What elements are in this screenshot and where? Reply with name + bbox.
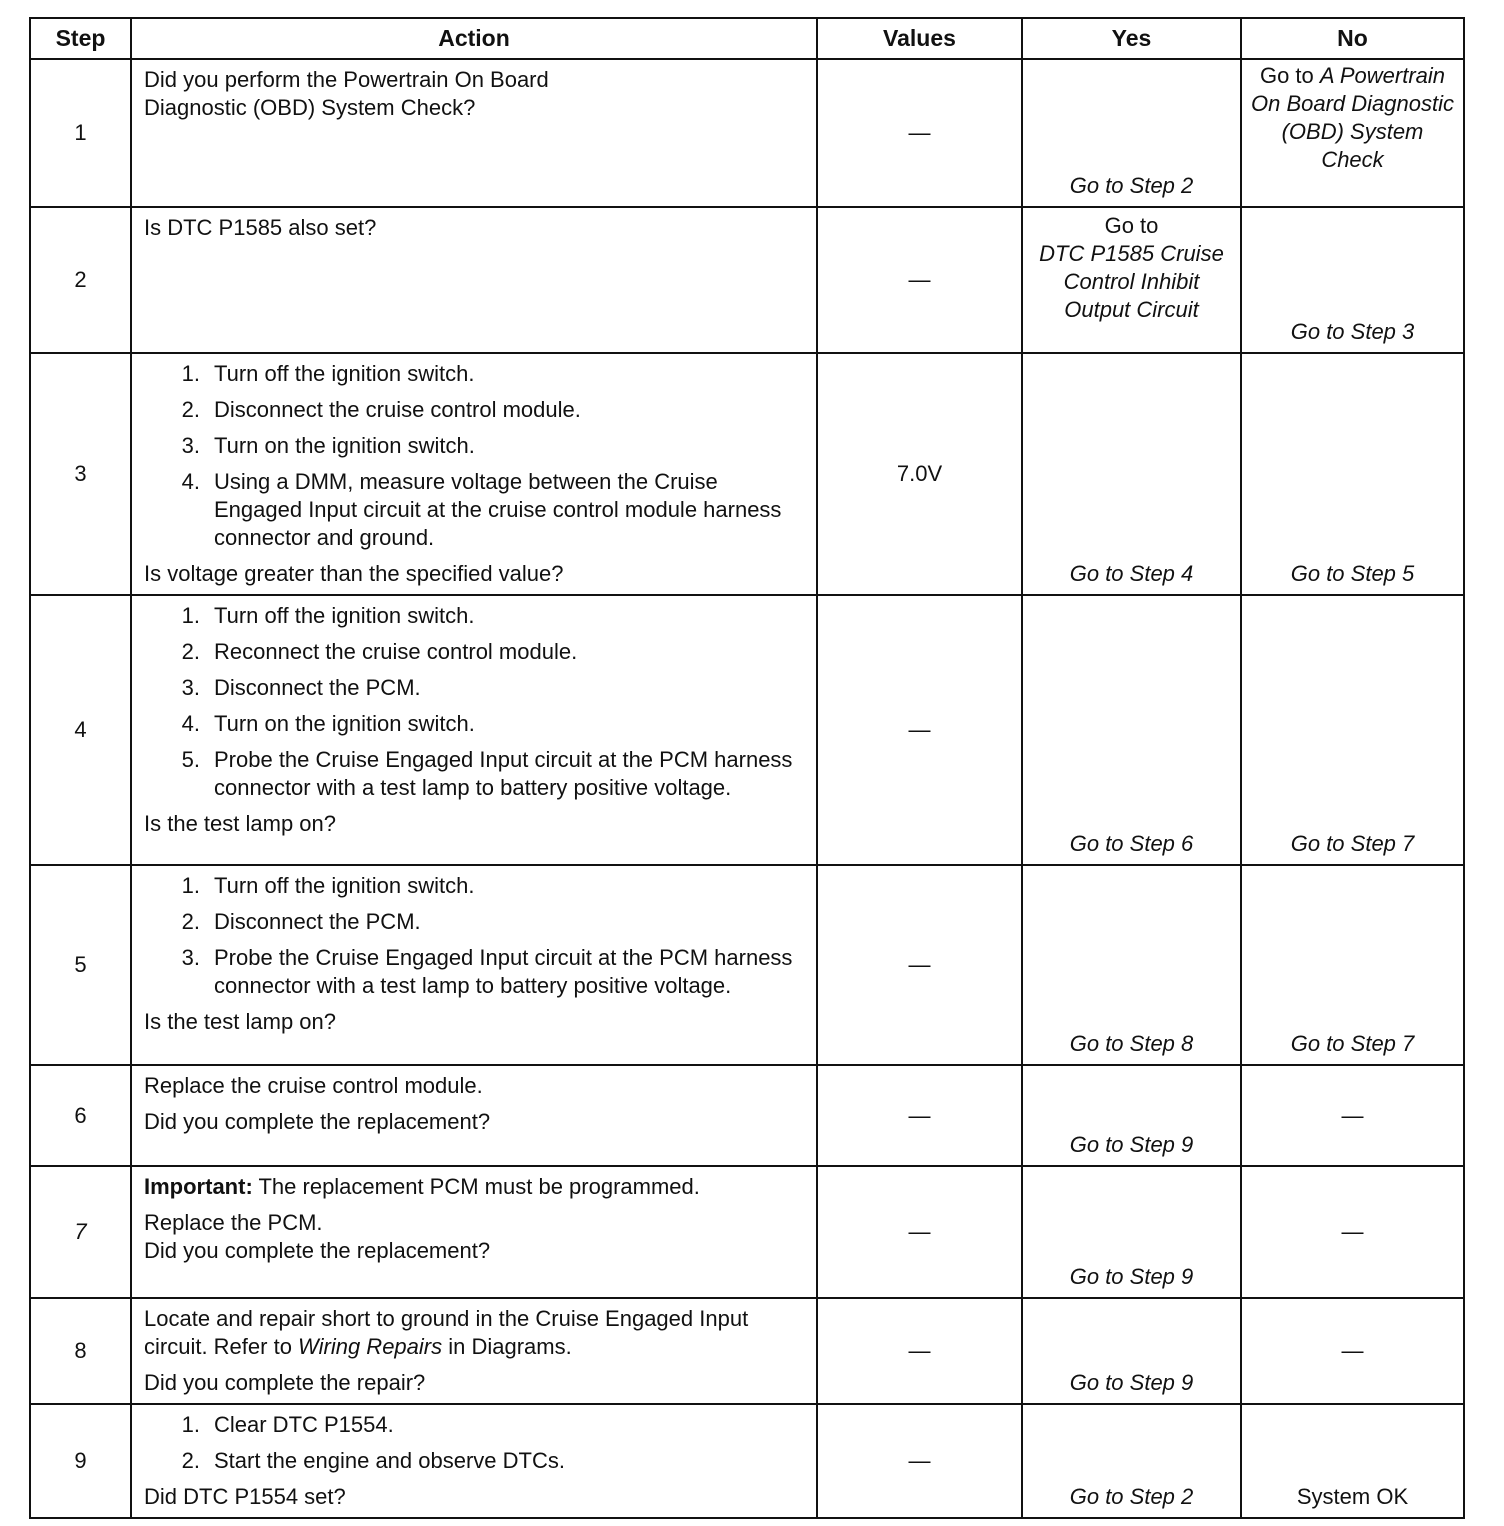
question-text: Is the test lamp on? <box>144 1009 336 1034</box>
list-item: 3. Disconnect the PCM. <box>181 675 421 700</box>
value-cell: — <box>817 1166 1022 1298</box>
action-cell <box>131 865 817 1065</box>
action-text: Replace the PCM. <box>144 1210 323 1235</box>
no-cell <box>1241 59 1464 207</box>
action-cell <box>131 207 817 353</box>
question-text: Is the test lamp on? <box>144 811 336 836</box>
no-cell: Go to Step 3 <box>1241 207 1464 353</box>
question-text: Did DTC P1554 set? <box>144 1484 346 1509</box>
action-cell <box>131 353 817 595</box>
yes-cell: Go to Step 9 <box>1022 1065 1241 1166</box>
question-text: Did you complete the repair? <box>144 1370 426 1395</box>
list-item: 1. Turn off the ignition switch. <box>181 361 475 386</box>
no-reference: A Powertrain On Board Diagnostic (OBD) System Check <box>1251 63 1454 172</box>
procedure-list <box>144 1411 804 1475</box>
list-item: 1. Turn off the ignition switch. <box>181 873 475 898</box>
procedure-list <box>144 602 804 802</box>
table-row <box>30 1166 1464 1298</box>
list-item: 3. Probe the Cruise Engaged Input circuit at the PCM harness connector with a test lamp to battery positive voltage. <box>181 945 793 998</box>
procedure-list <box>144 872 804 1000</box>
list-item: 2. Disconnect the cruise control module. <box>181 397 581 422</box>
yes-cell: Go to Step 2 <box>1022 59 1241 207</box>
value-cell: — <box>817 865 1022 1065</box>
list-item: 1. Turn off the ignition switch. <box>181 603 475 628</box>
action-cell <box>131 595 817 865</box>
action-cell <box>131 1298 817 1404</box>
step-number: 7 <box>30 1166 131 1298</box>
no-cell: Go to Step 7 <box>1241 595 1464 865</box>
list-item: 2. Reconnect the cruise control module. <box>181 639 578 664</box>
value-cell: — <box>817 207 1022 353</box>
value-cell: — <box>817 1065 1022 1166</box>
list-item: 5. Probe the Cruise Engaged Input circuit at the PCM harness connector with a test lamp to battery positive voltage. <box>181 747 793 800</box>
list-item: 1. Clear DTC P1554. <box>181 1412 394 1437</box>
question-text: Did you complete the replacement? <box>144 1109 491 1134</box>
list-item: 2. Start the engine and observe DTCs. <box>181 1448 565 1473</box>
procedure-list <box>144 360 804 552</box>
list-item: 4. Using a DMM, measure voltage between the Cruise Engaged Input circuit at the cruise control module harness connector and ground. <box>181 469 782 550</box>
table-row <box>30 353 1464 595</box>
action-text: Did you perform the Powertrain On Board <box>144 67 549 92</box>
table-row <box>30 1298 1464 1404</box>
table-row <box>30 595 1464 865</box>
yes-prefix: Go to <box>1104 213 1159 238</box>
no-cell: — <box>1241 1298 1464 1404</box>
value-cell: — <box>817 1298 1022 1404</box>
list-item: 2. Disconnect the PCM. <box>181 909 421 934</box>
action-cell <box>131 1404 817 1518</box>
yes-cell: Go to Step 9 <box>1022 1166 1241 1298</box>
value-cell: — <box>817 595 1022 865</box>
table-row <box>30 59 1464 207</box>
important-label: Important: <box>144 1174 253 1199</box>
step-number: 5 <box>30 865 131 1065</box>
list-item: 4. Turn on the ignition switch. <box>181 711 475 736</box>
step-number: 3 <box>30 353 131 595</box>
header-values: Values <box>817 18 1022 59</box>
action-text: Replace the cruise control module. <box>144 1073 483 1098</box>
question-text: Did you complete the replacement? <box>144 1238 491 1263</box>
no-cell: Go to Step 7 <box>1241 865 1464 1065</box>
step-number: 1 <box>30 59 131 207</box>
yes-cell: Go to Step 6 <box>1022 595 1241 865</box>
step-number: 2 <box>30 207 131 353</box>
value-cell: — <box>817 59 1022 207</box>
action-text: Is DTC P1585 also set? <box>144 215 377 240</box>
question-text: Is voltage greater than the specified value? <box>144 561 564 586</box>
diagnostic-table <box>29 17 1465 1519</box>
step-number: 6 <box>30 1065 131 1166</box>
table-row <box>30 1065 1464 1166</box>
action-text: Diagnostic (OBD) System Check? <box>144 95 476 120</box>
yes-cell: Go to Step 4 <box>1022 353 1241 595</box>
yes-cell: Go to Step 2 <box>1022 1404 1241 1518</box>
yes-reference: DTC P1585 Cruise Control Inhibit Output Circuit <box>1039 241 1224 322</box>
value-cell: 7.0V <box>817 353 1022 595</box>
header-row <box>30 18 1464 59</box>
no-cell: Go to Step 5 <box>1241 353 1464 595</box>
action-cell <box>131 1166 817 1298</box>
table-row <box>30 207 1464 353</box>
step-number: 9 <box>30 1404 131 1518</box>
action-text: Locate and repair short to ground in the Cruise Engaged Input circuit. Refer to Wiring Repairs in Diagrams. <box>144 1306 749 1359</box>
step-number: 8 <box>30 1298 131 1404</box>
step-number: 4 <box>30 595 131 865</box>
action-cell <box>131 1065 817 1166</box>
yes-cell <box>1022 207 1241 353</box>
header-action: Action <box>131 18 817 59</box>
no-cell: System OK <box>1241 1404 1464 1518</box>
list-item: 3. Turn on the ignition switch. <box>181 433 475 458</box>
action-cell <box>131 59 817 207</box>
yes-cell: Go to Step 9 <box>1022 1298 1241 1404</box>
table-row <box>30 865 1464 1065</box>
header-step: Step <box>30 18 131 59</box>
important-text: The replacement PCM must be programmed. <box>252 1174 700 1199</box>
no-cell: — <box>1241 1166 1464 1298</box>
wiring-repairs-reference: Wiring Repairs <box>298 1334 443 1359</box>
no-cell: — <box>1241 1065 1464 1166</box>
table-row <box>30 1404 1464 1518</box>
value-cell: — <box>817 1404 1022 1518</box>
yes-cell: Go to Step 8 <box>1022 865 1241 1065</box>
important-note <box>144 1173 804 1201</box>
header-no: No <box>1241 18 1464 59</box>
header-yes: Yes <box>1022 18 1241 59</box>
no-prefix: Go to <box>1259 63 1320 88</box>
